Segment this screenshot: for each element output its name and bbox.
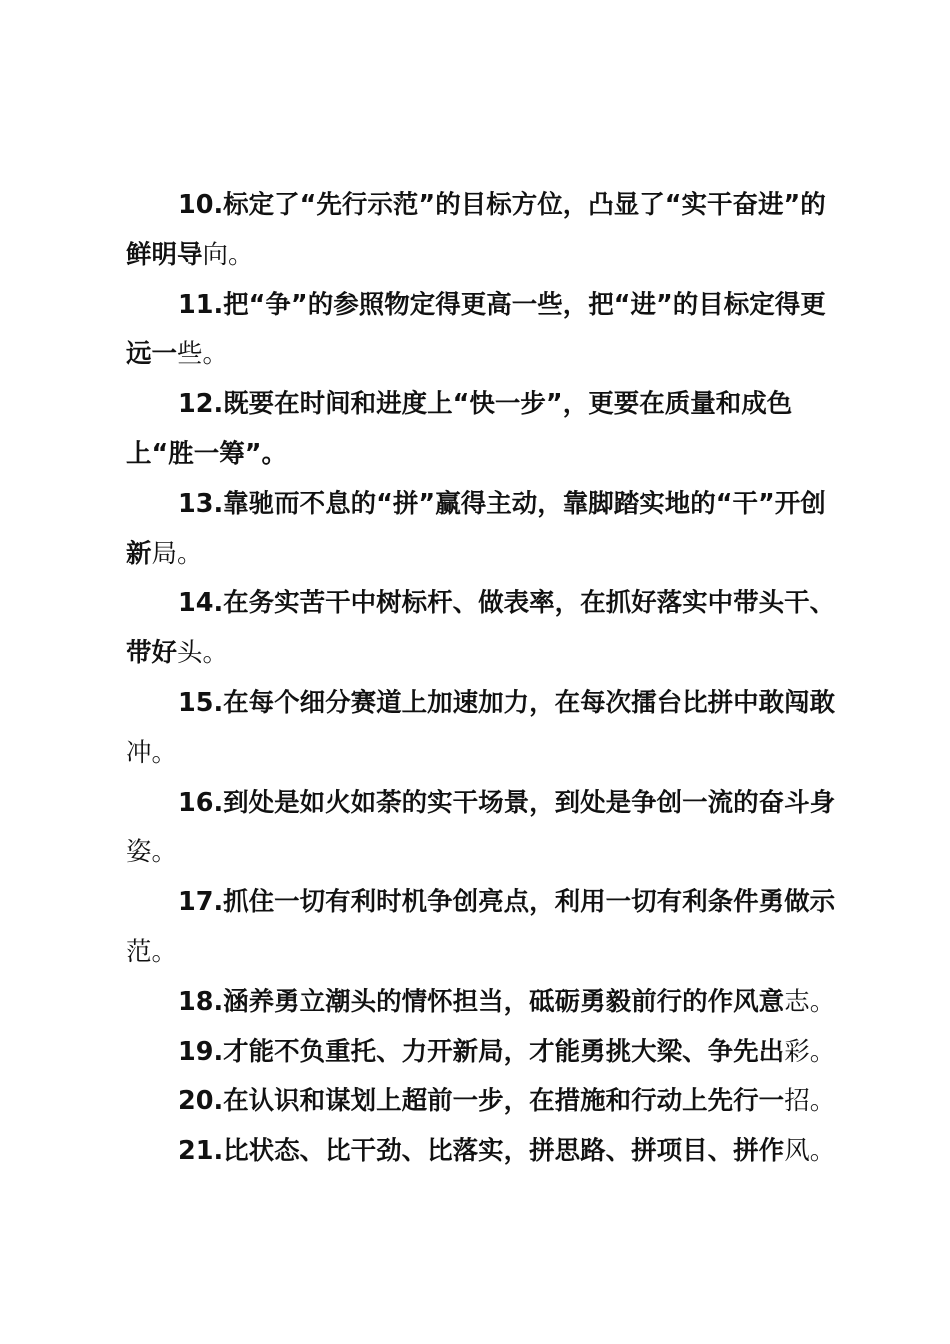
paragraph-tail: 范。	[126, 936, 178, 967]
paragraph-13	[126, 480, 846, 580]
paragraph-tail: 些。	[177, 339, 229, 370]
paragraph-12	[126, 380, 846, 480]
paragraph-tail: 风。	[784, 1136, 836, 1167]
paragraph-tail: 彩。	[784, 1036, 836, 1067]
paragraph-tail: 姿。	[126, 837, 178, 868]
paragraph-19	[126, 1028, 846, 1078]
paragraph-tail: 局。	[151, 538, 203, 569]
paragraph-11	[126, 281, 846, 381]
paragraph-text: 20.在认识和谋划上超前一步，在措施和行动上先行一	[178, 1086, 785, 1117]
paragraph-text: 19.才能不负重托、力开新局，才能勇挑大梁、争先出	[178, 1036, 785, 1067]
paragraph-17	[126, 878, 846, 978]
paragraph-tail: 冲。	[126, 737, 178, 768]
paragraph-tail: 志。	[784, 986, 836, 1017]
paragraph-18	[126, 978, 846, 1028]
paragraph-text: 10.标定了“先行示范”的目标方位，凸显了“实干奋进”的鲜明导	[126, 190, 826, 270]
paragraph-text: 17.抓住一切有利时机争创亮点，利用一切有利条件勇做示	[178, 887, 836, 918]
paragraph-21	[126, 1127, 846, 1177]
paragraph-15	[126, 679, 846, 779]
paragraph-20	[126, 1077, 846, 1127]
paragraph-text: 12.既要在时间和进度上“快一步”，更要在质量和成色上“胜一筹”。	[126, 389, 793, 469]
paragraph-text: 15.在每个细分赛道上加速加力，在每次擂台比拼中敢闯敢	[178, 687, 836, 718]
paragraph-10	[126, 181, 846, 281]
paragraph-tail: 头。	[177, 638, 229, 669]
document-body	[126, 181, 846, 1177]
paragraph-14	[126, 579, 846, 679]
paragraph-16	[126, 779, 846, 879]
paragraph-text: 14.在务实苦干中树标杆、做表率，在抓好落实中带头干、带好	[126, 588, 836, 669]
paragraph-tail: 向。	[202, 239, 254, 270]
paragraph-text: 18.涵养勇立潮头的情怀担当，砥砺勇毅前行的作风意	[178, 986, 785, 1017]
paragraph-tail: 招。	[784, 1086, 836, 1117]
paragraph-text: 13.靠驰而不息的“拼”赢得主动，靠脚踏实地的“干”开创新	[126, 488, 826, 569]
paragraph-text: 16.到处是如火如荼的实干场景，到处是争创一流的奋斗身	[178, 787, 836, 818]
paragraph-text: 11.把“争”的参照物定得更高一些，把“进”的目标定得更远一	[126, 289, 826, 370]
paragraph-text: 21.比状态、比干劲、比落实，拼思路、拼项目、拼作	[178, 1136, 785, 1167]
